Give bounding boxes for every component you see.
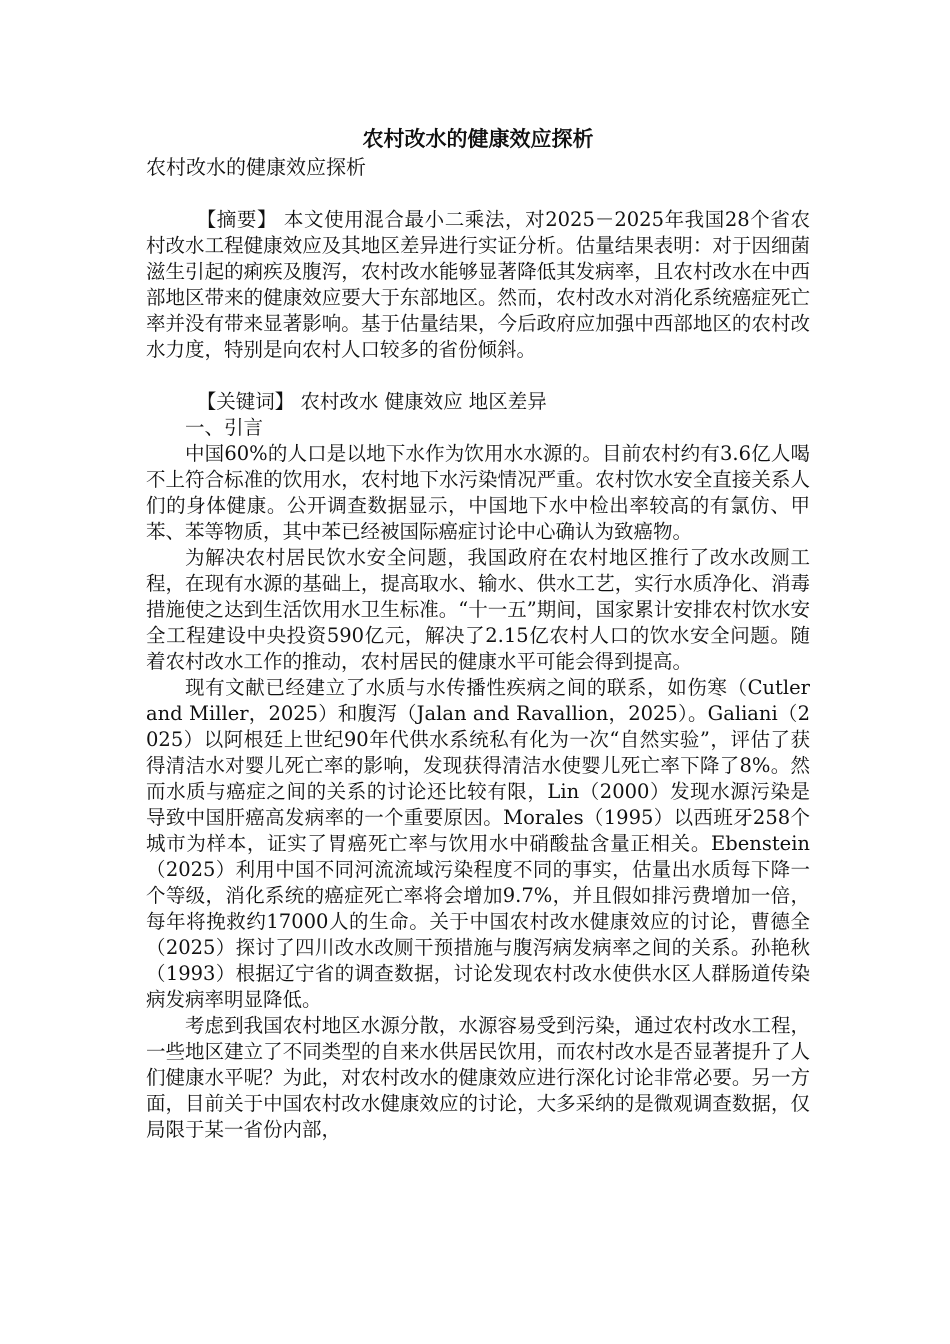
document-subtitle: 农村改水的健康效应探析	[146, 155, 366, 179]
body-paragraph: 为解决农村居民饮水安全问题，我国政府在农村地区推行了改水改厕工程，在现有水源的基础上，提高取水、输水、供水工艺，实行水质净化、消毒措施使之达到生活饮用水卫生标准。“十一五”期间，国家累计安排农村饮水安全工程建设中央投资590亿元，解决了2.15亿农村人口的饮水安全问题。随着农村改水工作的推动，农村居民的健康水平可能会得到提高。	[146, 546, 810, 673]
abstract-paragraph: 【摘要】 本文使用混合最小二乘法，对2025－2025年我国28个省农村改水工程健康效应及其地区差异进行实证分析。估量结果表明：对于因细菌滋生引起的痢疾及腹泻，农村改水能够显著降低其发病率，且农村改水在中西部地区带来的健康效应要大于东部地区。然而，农村改水对消化系统癌症死亡率并没有带来显著影响。基于估量结果，今后政府应加强中西部地区的农村改水力度，特别是向农村人口较多的省份倾斜。	[146, 208, 810, 361]
body-paragraph: 中国60%的人口是以地下水作为饮用水水源的。目前农村约有3.6亿人喝不上符合标准的饮用水，农村地下水污染情况严重。农村饮水安全直接关系人们的身体健康。公开调查数据显示，中国地下水中检出率较高的有氯仿、甲苯、苯等物质，其中苯已经被国际癌症讨论中心确认为致癌物。	[146, 442, 810, 543]
keywords-line: 【关键词】 农村改水 健康效应 地区差异	[196, 390, 547, 413]
document-title: 农村改水的健康效应探析	[362, 127, 594, 151]
body-paragraph: 考虑到我国农村地区水源分散，水源容易受到污染，通过农村改水工程，一些地区建立了不同类型的自来水供居民饮用，而农村改水是否显著提升了人们健康水平呢？为此，对农村改水的健康效应进行深化讨论非常必要。另一方面，目前关于中国农村改水健康效应的讨论，大多采纳的是微观调查数据，仅局限于某一省份内部，	[146, 1014, 810, 1141]
body-paragraph: 现有文献已经建立了水质与水传播性疾病之间的联系，如伤寒（Cutler and Miller，2025）和腹泻（Jalan and Ravallion，2025）。Galiani（2025）以阿根廷上世纪90年代供水系统私有化为一次“自然实验”，评估了获得清洁水对婴儿死亡率的影响，发现获得清洁水使婴儿死亡率下降了8%。然而水质与癌症之间的关系的讨论还比较有限，Lin（2000）发现水源污染是导致中国肝癌高发病率的一个重要原因。Morales（1995）以西班牙258个城市为样本，证实了胃癌死亡率与饮用水中硝酸盐含量正相关。Ebenstein（2025）利用中国不同河流流域污染程度不同的事实，估量出水质每下降一个等级，消化系统的癌症死亡率将会增加9.7%，并且假如排污费增加一倍，每年将挽救约17000人的生命。关于中国农村改水健康效应的讨论，曹德全（2025）探讨了四川改水改厕干预措施与腹泻病发病率之间的关系。孙艳秋（1993）根据辽宁省的调查数据，讨论发现农村改水使供水区人群肠道传染病发病率明显降低。	[146, 676, 810, 1011]
section-heading-introduction: 一、引言	[185, 416, 264, 439]
